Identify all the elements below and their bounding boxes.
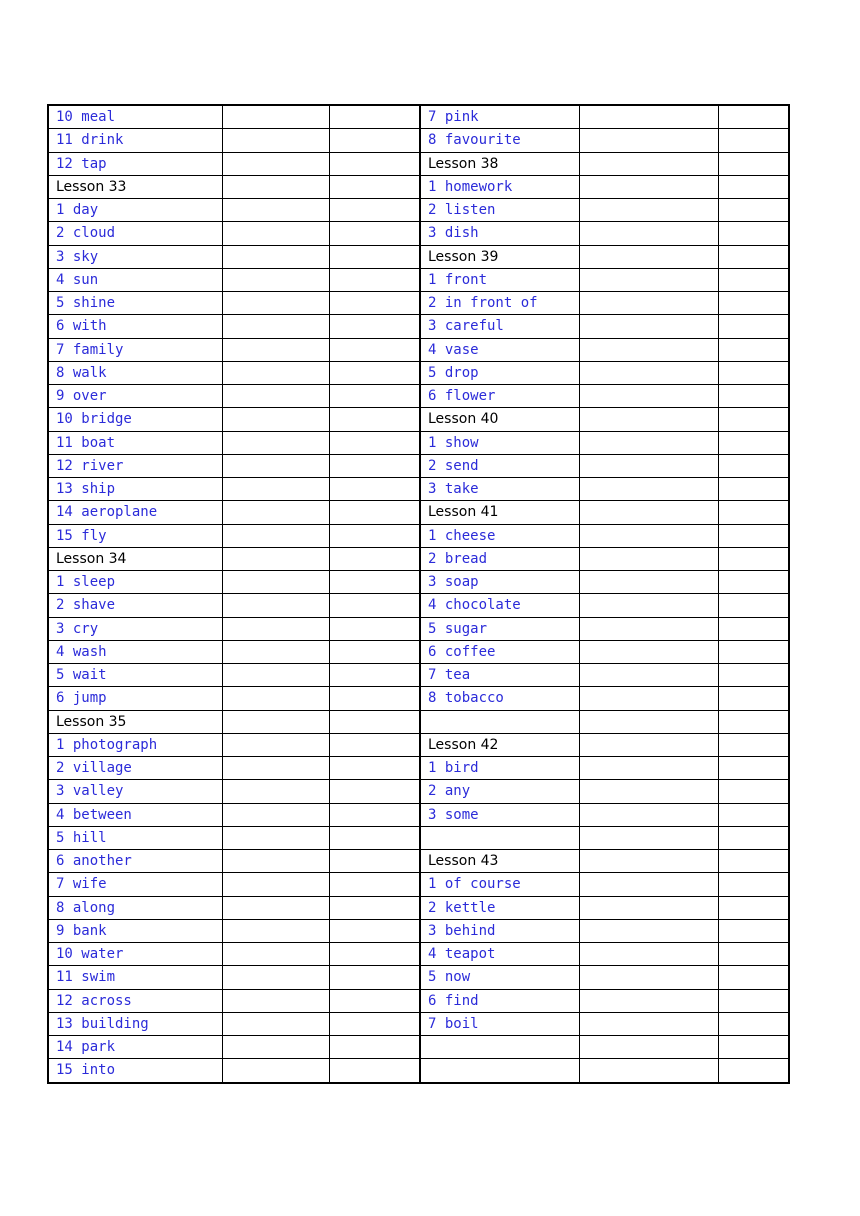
lesson-header-cell: Lesson 38 [420,152,579,175]
table-row [48,478,789,501]
blank-answer-cell [222,408,329,431]
blank-answer-cell [222,501,329,524]
blank-answer-cell [329,105,420,129]
word-cell: 14 aeroplane [48,501,222,524]
lesson-header-cell: Lesson 39 [420,245,579,268]
table-row [48,222,789,245]
blank-answer-cell [718,105,789,129]
blank-answer-cell [718,129,789,152]
blank-answer-cell [579,431,718,454]
blank-answer-cell [579,710,718,733]
vocabulary-table-body [48,105,789,1083]
word-cell: 3 sky [48,245,222,268]
word-cell: 1 of course [420,873,579,896]
blank-answer-cell [718,152,789,175]
word-cell: 6 coffee [420,640,579,663]
table-row [48,710,789,733]
blank-answer-cell [329,850,420,873]
blank-answer-cell [579,640,718,663]
blank-answer-cell [718,478,789,501]
blank-answer-cell [718,571,789,594]
word-cell: 4 teapot [420,943,579,966]
table-row [48,524,789,547]
blank-answer-cell [329,640,420,663]
blank-answer-cell [718,687,789,710]
word-cell: 3 dish [420,222,579,245]
blank-answer-cell [579,361,718,384]
blank-answer-cell [222,338,329,361]
word-cell: 10 meal [48,105,222,129]
blank-answer-cell [329,338,420,361]
blank-answer-cell [718,966,789,989]
blank-answer-cell [579,966,718,989]
blank-answer-cell [222,105,329,129]
word-cell: 7 wife [48,873,222,896]
blank-answer-cell [222,361,329,384]
table-row [48,733,789,756]
word-cell: 4 chocolate [420,594,579,617]
blank-answer-cell [222,966,329,989]
blank-answer-cell [329,1036,420,1059]
table-row [48,361,789,384]
word-cell: 12 across [48,989,222,1012]
blank-answer-cell [579,826,718,849]
table-row [48,199,789,222]
blank-answer-cell [222,710,329,733]
blank-answer-cell [222,478,329,501]
word-cell: 2 in front of [420,292,579,315]
vocabulary-table [47,104,790,1084]
blank-answer-cell [579,1012,718,1035]
blank-answer-cell [329,966,420,989]
blank-answer-cell [329,896,420,919]
blank-answer-cell [718,268,789,291]
table-row [48,1012,789,1035]
blank-answer-cell [718,175,789,198]
blank-answer-cell [222,222,329,245]
word-cell: 11 drink [48,129,222,152]
blank-answer-cell [329,687,420,710]
table-row [48,547,789,570]
blank-answer-cell [222,873,329,896]
blank-answer-cell [718,943,789,966]
table-row [48,245,789,268]
blank-answer-cell [718,501,789,524]
word-cell: 5 sugar [420,617,579,640]
table-row [48,129,789,152]
table-row [48,803,789,826]
blank-answer-cell [329,129,420,152]
word-cell: 1 front [420,268,579,291]
word-cell: 7 boil [420,1012,579,1035]
blank-answer-cell [718,199,789,222]
blank-answer-cell [579,408,718,431]
word-cell: 6 flower [420,385,579,408]
blank-answer-cell [579,896,718,919]
blank-answer-cell [222,850,329,873]
blank-answer-cell [222,757,329,780]
table-row [48,571,789,594]
blank-answer-cell [329,501,420,524]
blank-answer-cell [222,547,329,570]
blank-answer-cell [329,431,420,454]
blank-answer-cell [579,385,718,408]
word-cell: 2 kettle [420,896,579,919]
blank-answer-cell [329,245,420,268]
word-cell: 4 wash [48,640,222,663]
blank-answer-cell [222,989,329,1012]
blank-answer-cell [579,175,718,198]
blank-answer-cell [718,1036,789,1059]
blank-answer-cell [579,338,718,361]
word-cell: 10 water [48,943,222,966]
blank-answer-cell [329,757,420,780]
table-row [48,989,789,1012]
blank-answer-cell [222,1059,329,1083]
blank-answer-cell [718,361,789,384]
blank-answer-cell [329,1059,420,1083]
table-row [48,826,789,849]
word-cell: 8 walk [48,361,222,384]
word-cell: 2 any [420,780,579,803]
word-cell: 3 valley [48,780,222,803]
blank-answer-cell [222,199,329,222]
table-row [48,757,789,780]
blank-answer-cell [329,361,420,384]
blank-answer-cell [718,780,789,803]
blank-answer-cell [329,826,420,849]
blank-answer-cell [718,617,789,640]
table-row [48,896,789,919]
word-cell: 8 favourite [420,129,579,152]
word-cell: 1 day [48,199,222,222]
word-cell: 1 show [420,431,579,454]
word-cell: 4 vase [420,338,579,361]
word-cell: 2 bread [420,547,579,570]
table-row [48,1036,789,1059]
table-row [48,268,789,291]
word-cell: 11 boat [48,431,222,454]
blank-answer-cell [718,292,789,315]
blank-answer-cell [579,129,718,152]
blank-answer-cell [222,780,329,803]
blank-answer-cell [329,594,420,617]
word-cell: 3 careful [420,315,579,338]
word-cell: 12 river [48,454,222,477]
word-cell [420,1059,579,1083]
word-cell: 6 find [420,989,579,1012]
blank-answer-cell [329,385,420,408]
blank-answer-cell [579,478,718,501]
blank-answer-cell [718,873,789,896]
blank-answer-cell [579,315,718,338]
blank-answer-cell [222,571,329,594]
blank-answer-cell [222,640,329,663]
blank-answer-cell [222,733,329,756]
blank-answer-cell [329,547,420,570]
blank-answer-cell [579,152,718,175]
blank-answer-cell [718,315,789,338]
table-row [48,687,789,710]
blank-answer-cell [718,1059,789,1083]
blank-answer-cell [329,222,420,245]
table-row [48,1059,789,1083]
blank-answer-cell [579,268,718,291]
table-row [48,780,789,803]
blank-answer-cell [718,710,789,733]
word-cell: 1 sleep [48,571,222,594]
blank-answer-cell [718,989,789,1012]
blank-answer-cell [222,664,329,687]
blank-answer-cell [718,454,789,477]
table-row [48,966,789,989]
word-cell: 13 ship [48,478,222,501]
table-row [48,175,789,198]
blank-answer-cell [579,1036,718,1059]
blank-answer-cell [718,547,789,570]
blank-answer-cell [718,733,789,756]
blank-answer-cell [579,501,718,524]
blank-answer-cell [329,664,420,687]
blank-answer-cell [329,408,420,431]
table-row [48,315,789,338]
lesson-header-cell: Lesson 42 [420,733,579,756]
word-cell: 7 tea [420,664,579,687]
table-row [48,594,789,617]
table-row [48,338,789,361]
table-row [48,431,789,454]
word-cell: 15 into [48,1059,222,1083]
blank-answer-cell [718,222,789,245]
word-cell: 3 soap [420,571,579,594]
table-row [48,105,789,129]
blank-answer-cell [329,780,420,803]
word-cell: 9 over [48,385,222,408]
blank-answer-cell [718,524,789,547]
blank-answer-cell [579,222,718,245]
word-cell: 5 wait [48,664,222,687]
blank-answer-cell [222,175,329,198]
word-cell: 5 drop [420,361,579,384]
blank-answer-cell [329,617,420,640]
blank-answer-cell [579,454,718,477]
word-cell: 3 some [420,803,579,826]
word-cell: 1 photograph [48,733,222,756]
word-cell: 7 pink [420,105,579,129]
blank-answer-cell [222,129,329,152]
table-row [48,919,789,942]
blank-answer-cell [222,826,329,849]
lesson-header-cell: Lesson 41 [420,501,579,524]
lesson-header-cell: Lesson 34 [48,547,222,570]
table-row [48,943,789,966]
blank-answer-cell [329,199,420,222]
blank-answer-cell [579,292,718,315]
blank-answer-cell [718,826,789,849]
table-row [48,385,789,408]
blank-answer-cell [579,873,718,896]
blank-answer-cell [222,617,329,640]
table-row [48,640,789,663]
word-cell: 7 family [48,338,222,361]
blank-answer-cell [222,152,329,175]
blank-answer-cell [329,175,420,198]
word-cell: 2 shave [48,594,222,617]
blank-answer-cell [579,105,718,129]
blank-answer-cell [329,292,420,315]
word-cell: 3 cry [48,617,222,640]
word-cell: 10 bridge [48,408,222,431]
blank-answer-cell [579,780,718,803]
blank-answer-cell [718,757,789,780]
word-cell: 1 cheese [420,524,579,547]
blank-answer-cell [222,803,329,826]
blank-answer-cell [329,1012,420,1035]
word-cell: 8 along [48,896,222,919]
blank-answer-cell [329,710,420,733]
blank-answer-cell [222,315,329,338]
blank-answer-cell [222,245,329,268]
blank-answer-cell [579,199,718,222]
word-cell: 5 hill [48,826,222,849]
word-cell: 3 behind [420,919,579,942]
word-cell: 2 cloud [48,222,222,245]
word-cell [420,710,579,733]
blank-answer-cell [579,617,718,640]
blank-answer-cell [222,1012,329,1035]
blank-answer-cell [329,919,420,942]
word-cell: 13 building [48,1012,222,1035]
word-cell: 3 take [420,478,579,501]
blank-answer-cell [222,943,329,966]
word-cell: 6 jump [48,687,222,710]
word-cell: 2 listen [420,199,579,222]
word-cell [420,1036,579,1059]
blank-answer-cell [222,292,329,315]
blank-answer-cell [329,803,420,826]
word-cell: 8 tobacco [420,687,579,710]
lesson-header-cell: Lesson 35 [48,710,222,733]
blank-answer-cell [329,873,420,896]
word-cell: 1 homework [420,175,579,198]
blank-answer-cell [579,664,718,687]
word-cell: 2 send [420,454,579,477]
blank-answer-cell [329,571,420,594]
blank-answer-cell [718,594,789,617]
blank-answer-cell [718,919,789,942]
blank-answer-cell [329,454,420,477]
blank-answer-cell [579,524,718,547]
word-cell: 2 village [48,757,222,780]
blank-answer-cell [222,524,329,547]
table-row [48,408,789,431]
lesson-header-cell: Lesson 43 [420,850,579,873]
blank-answer-cell [222,1036,329,1059]
blank-answer-cell [579,571,718,594]
blank-answer-cell [222,687,329,710]
blank-answer-cell [718,1012,789,1035]
blank-answer-cell [579,1059,718,1083]
word-cell: 6 with [48,315,222,338]
blank-answer-cell [329,152,420,175]
blank-answer-cell [579,943,718,966]
blank-answer-cell [329,524,420,547]
word-cell: 5 shine [48,292,222,315]
word-cell: 11 swim [48,966,222,989]
word-cell: 1 bird [420,757,579,780]
word-cell: 5 now [420,966,579,989]
lesson-header-cell: Lesson 40 [420,408,579,431]
blank-answer-cell [718,640,789,663]
word-cell: 14 park [48,1036,222,1059]
blank-answer-cell [579,757,718,780]
blank-answer-cell [222,594,329,617]
blank-answer-cell [718,408,789,431]
blank-answer-cell [329,478,420,501]
blank-answer-cell [579,803,718,826]
blank-answer-cell [579,245,718,268]
blank-answer-cell [222,268,329,291]
word-cell: 15 fly [48,524,222,547]
blank-answer-cell [718,431,789,454]
blank-answer-cell [222,454,329,477]
table-row [48,501,789,524]
blank-answer-cell [222,919,329,942]
blank-answer-cell [718,896,789,919]
word-cell: 9 bank [48,919,222,942]
blank-answer-cell [579,594,718,617]
blank-answer-cell [579,989,718,1012]
table-row [48,292,789,315]
blank-answer-cell [718,850,789,873]
table-row [48,617,789,640]
blank-answer-cell [579,919,718,942]
blank-answer-cell [718,664,789,687]
table-row [48,850,789,873]
blank-answer-cell [222,431,329,454]
word-cell [420,826,579,849]
table-row [48,454,789,477]
blank-answer-cell [329,315,420,338]
word-cell: 6 another [48,850,222,873]
blank-answer-cell [329,268,420,291]
table-row [48,152,789,175]
word-cell: 4 sun [48,268,222,291]
blank-answer-cell [718,245,789,268]
blank-answer-cell [329,943,420,966]
blank-answer-cell [718,338,789,361]
blank-answer-cell [718,385,789,408]
blank-answer-cell [579,687,718,710]
lesson-header-cell: Lesson 33 [48,175,222,198]
blank-answer-cell [579,547,718,570]
blank-answer-cell [579,733,718,756]
blank-answer-cell [222,896,329,919]
blank-answer-cell [329,733,420,756]
blank-answer-cell [718,803,789,826]
word-cell: 12 tap [48,152,222,175]
word-cell: 4 between [48,803,222,826]
table-row [48,873,789,896]
blank-answer-cell [579,850,718,873]
blank-answer-cell [329,989,420,1012]
table-row [48,664,789,687]
blank-answer-cell [222,385,329,408]
